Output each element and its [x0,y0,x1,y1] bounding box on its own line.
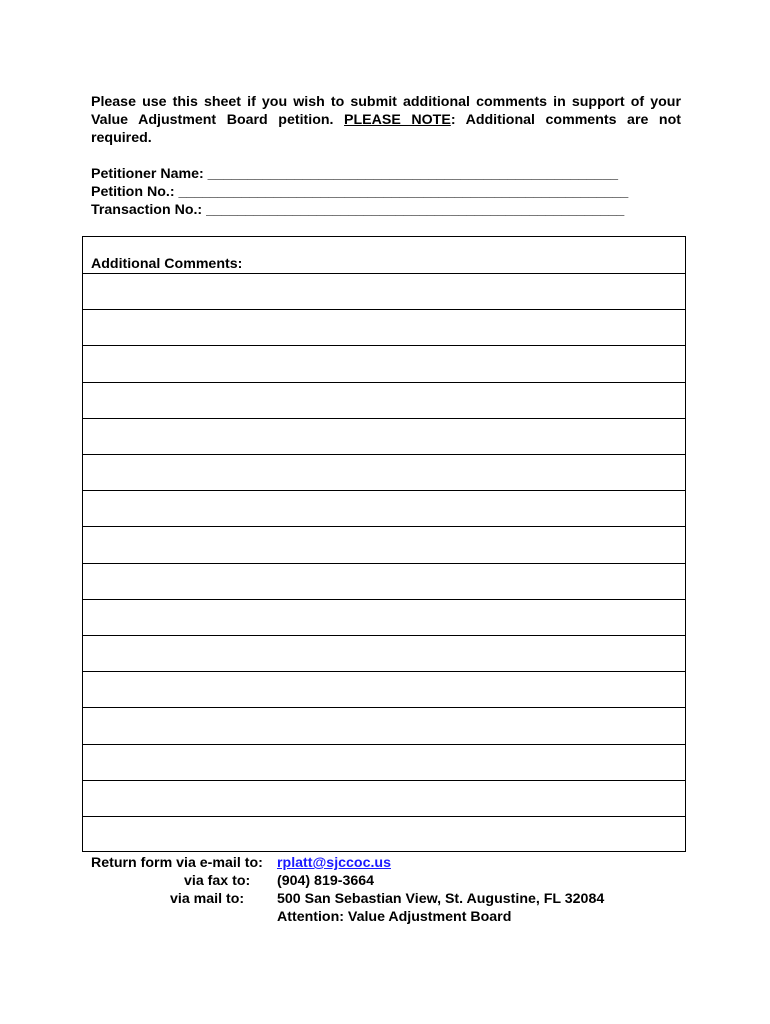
comment-line [83,526,685,527]
return-attention-row [91,908,711,926]
comment-line [83,816,685,817]
fax-label: via fax to: [184,873,251,889]
comment-line [83,780,685,781]
comment-line [83,707,685,708]
comment-line [83,382,685,383]
comment-line [83,744,685,745]
comment-line [83,273,685,274]
additional-comments-label: Additional Comments: [91,256,243,272]
comment-line [83,454,685,455]
return-mail-row [91,890,711,908]
return-email-row [91,854,711,872]
comment-line [83,563,685,564]
comment-line [83,309,685,310]
fax-number: (904) 819-3664 [277,873,375,889]
petitioner-name-field[interactable]: Petitioner Name: ____________________________________________________ [91,166,618,182]
email-link[interactable]: rplatt@sjccoc.us [277,855,391,871]
email-label: Return form via e-mail to: [91,855,263,871]
intro-text: Please use this sheet if you wish to submit additional comments in support of your Value Adjustment Board petition. [91,94,681,128]
transaction-number-field[interactable]: Transaction No.: _____________________________________________________ [91,202,625,218]
comment-line [83,635,685,636]
comment-line [83,599,685,600]
return-instructions [91,854,711,926]
comment-line [83,671,685,672]
mail-label: via mail to: [170,891,245,907]
petition-fields [91,165,671,219]
mail-address: 500 San Sebastian View, St. Augustine, FL 32084 [277,891,605,907]
please-note-label: PLEASE NOTE [344,112,451,128]
comment-line [83,418,685,419]
intro-paragraph [91,93,681,147]
attention-line: Attention: Value Adjustment Board [277,909,512,925]
intro-note-text: : Additional comments are not required. [91,112,681,146]
petition-number-field[interactable]: Petition No.: _________________________________________________________ [91,184,629,200]
comment-line [83,490,685,491]
comment-line [83,345,685,346]
additional-comments-box[interactable] [82,236,686,852]
return-fax-row [91,872,711,890]
